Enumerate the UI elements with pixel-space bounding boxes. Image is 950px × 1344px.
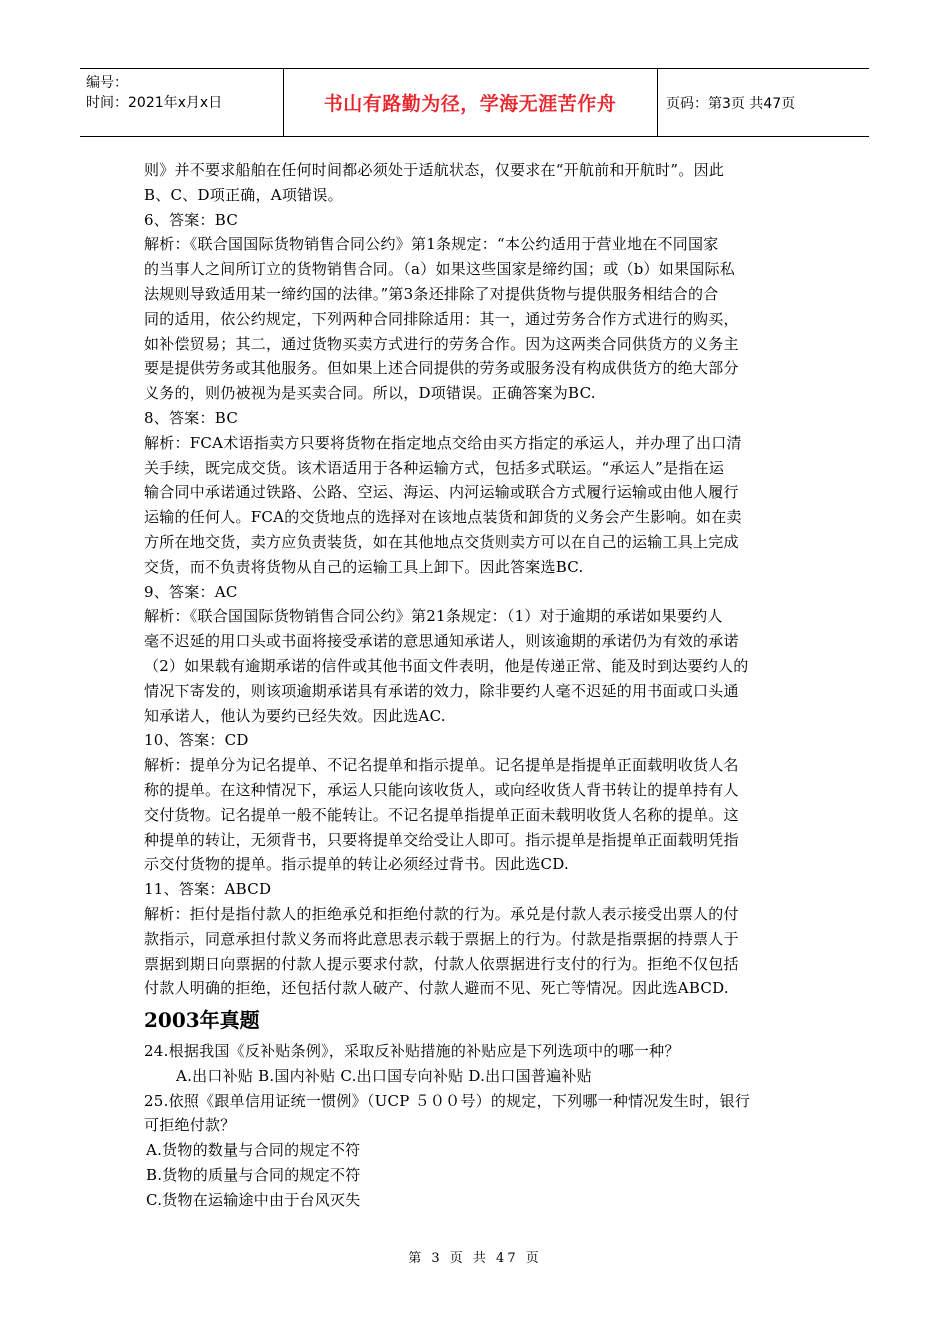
answer-explanations [144,158,808,1001]
question-25-line-1: 25.依照《跟单信用证统一惯例》（UCP ５００号）的规定，下列哪一种情况发生时，银行 [144,1091,751,1110]
text-line: 运输的任何人。FCA的交货地点的选择对在该地点装货和卸货的义务会产生影响。如在卖 [144,508,742,527]
text-line: 关手续，既完成交货。该术语适用于各种运输方式，包括多式联运。“承运人”是指在运 [144,458,725,477]
question-25-line-2: 可拒绝付款？ [144,1116,236,1135]
text-line: 义务的，则仍被视为是买卖合同。所以，D项错误。正确答案为BC. [144,384,596,403]
section-title: 2003年真题 [144,1008,260,1033]
page-header [80,68,869,137]
header-meta [86,73,222,113]
page-footer: 第 3 页 共 47 页 [408,1251,542,1266]
text-line: 解析：拒付是指付款人的拒绝承兑和拒绝付款的行为。承兑是付款人表示接受出票人的付 [144,904,739,923]
text-line: 输合同中承诺通过铁路、公路、空运、海运、内河运输或联合方式履行运输或由他人履行 [144,483,739,502]
text-line: 交货，而不负责将货物从自己的运输工具上卸下。因此答案选BC. [144,557,584,576]
text-line: 解析：提单分为记名提单、不记名提单和指示提单。记名提单是指提单正面载明收货人名 [144,756,739,775]
text-line: B、C、D项正确，A项错误。 [144,185,343,204]
text-line: 票据到期日向票据的付款人提示要求付款，付款人依票据进行支付的行为。拒绝不仅包括 [144,954,739,973]
text-line: 毫不迟延的用口头或书面将接受承诺的意思通知承诺人，则该逾期的承诺仍为有效的承诺 [144,632,739,651]
header-divider-right [657,69,658,136]
text-line: 方所在地交货，卖方应负责装货，如在其他地点交货则卖方可以在自己的运输工具上完成 [144,532,739,551]
text-line: 则》并不要求船舶在任何时间都必须处于适航状态，仅要求在“开航前和开航时”。因此 [144,161,725,179]
question-24-options: A.出口补贴 B.国内补贴 C.出口国专向补贴 D.出口国普遍补贴 [176,1066,592,1085]
text-line: 9、答案：AC [144,582,238,601]
text-line: 情况下寄发的，则该项逾期承诺具有承诺的效力，除非要约人毫不迟延的用书面或口头通 [144,681,739,700]
text-line: （2）如果载有逾期承诺的信件或其他书面文件表明，他是传递正常、能及时到达要约人的 [144,656,749,675]
text-line: 法规则导致适用某一缔约国的法律。”第3条还排除了对提供货物与提供服务相结合的合 [144,284,719,303]
text-line: 6、答案：BC [144,210,239,229]
text-line: 交付货物。记名提单一般不能转让。不记名提单指提单正面未载明收货人名称的提单。这 [144,805,739,824]
text-line: 同的适用，依公约规定，下列两种合同排除适用：其一，通过劳务合作方式进行的购买， [144,309,739,328]
text-line: 示交付货物的提单。指示提单的转让必须经过背书。因此选CD. [144,855,569,874]
text-line: 要是提供劳务或其他服务。但如果上述合同提供的劳务或服务没有构成供货方的绝大部分 [144,359,739,378]
header-page-info: 页码：第3页 共47页 [666,95,796,112]
text-line: 付款人明确的拒绝，还包括付款人破产、付款人避而不见、死亡等情况。因此选ABCD. [144,979,729,998]
text-line: 解析：《联合国国际货物销售合同公约》第21条规定：（1）对于逾期的承诺如果要约人 [144,607,723,626]
text-line: 11、答案：ABCD [144,880,272,899]
text-line: 称的提单。在这种情况下，承运人只能向该收货人，或向经收货人背书转让的提单持有人 [144,780,739,799]
question-25-option-b: B.货物的质量与合同的规定不符 [146,1166,361,1185]
question-24: 24.根据我国《反补贴条例》，采取反补贴措施的补贴应是下列选项中的哪一种？ [144,1042,680,1061]
code-label: 编号： [86,75,128,91]
document-body [144,158,808,1213]
text-line: 8、答案：BC [144,408,239,427]
text-line: 如补偿贸易；其二，通过货物买卖方式进行的劳务合作。因为这两类合同供货方的义务主 [144,334,739,353]
text-line: 解析：《联合国国际货物销售合同公约》第1条规定：“本公约适用于营业地在不同国家 [144,235,719,254]
text-line: 10、答案：CD [144,731,249,750]
text-line: 款指示，同意承担付款义务而将此意思表示载于票据上的行为。付款是指票据的持票人于 [144,929,739,948]
text-line: 知承诺人，他认为要约已经失效。因此选AC. [144,706,446,725]
text-line: 的当事人之间所订立的货物销售合同。（a）如果这些国家是缔约国；或（b）如果国际私 [144,260,736,279]
question-25-option-a: A.货物的数量与合同的规定不符 [146,1141,361,1160]
text-line: 种提单的转让，无须背书，只要将提单交给受让人即可。指示提单是指提单正面载明凭指 [144,830,739,849]
date-label: 时间：2021年x月x日 [86,95,223,111]
header-motto: 书山有路勤为径，学海无涯苦作舟 [323,93,617,115]
text-line: 解析：FCA术语指卖方只要将货物在指定地点交给由买方指定的承运人，并办理了出口清 [144,433,742,452]
question-25-option-c: C.货物在运输途中由于台风灭失 [146,1190,361,1209]
